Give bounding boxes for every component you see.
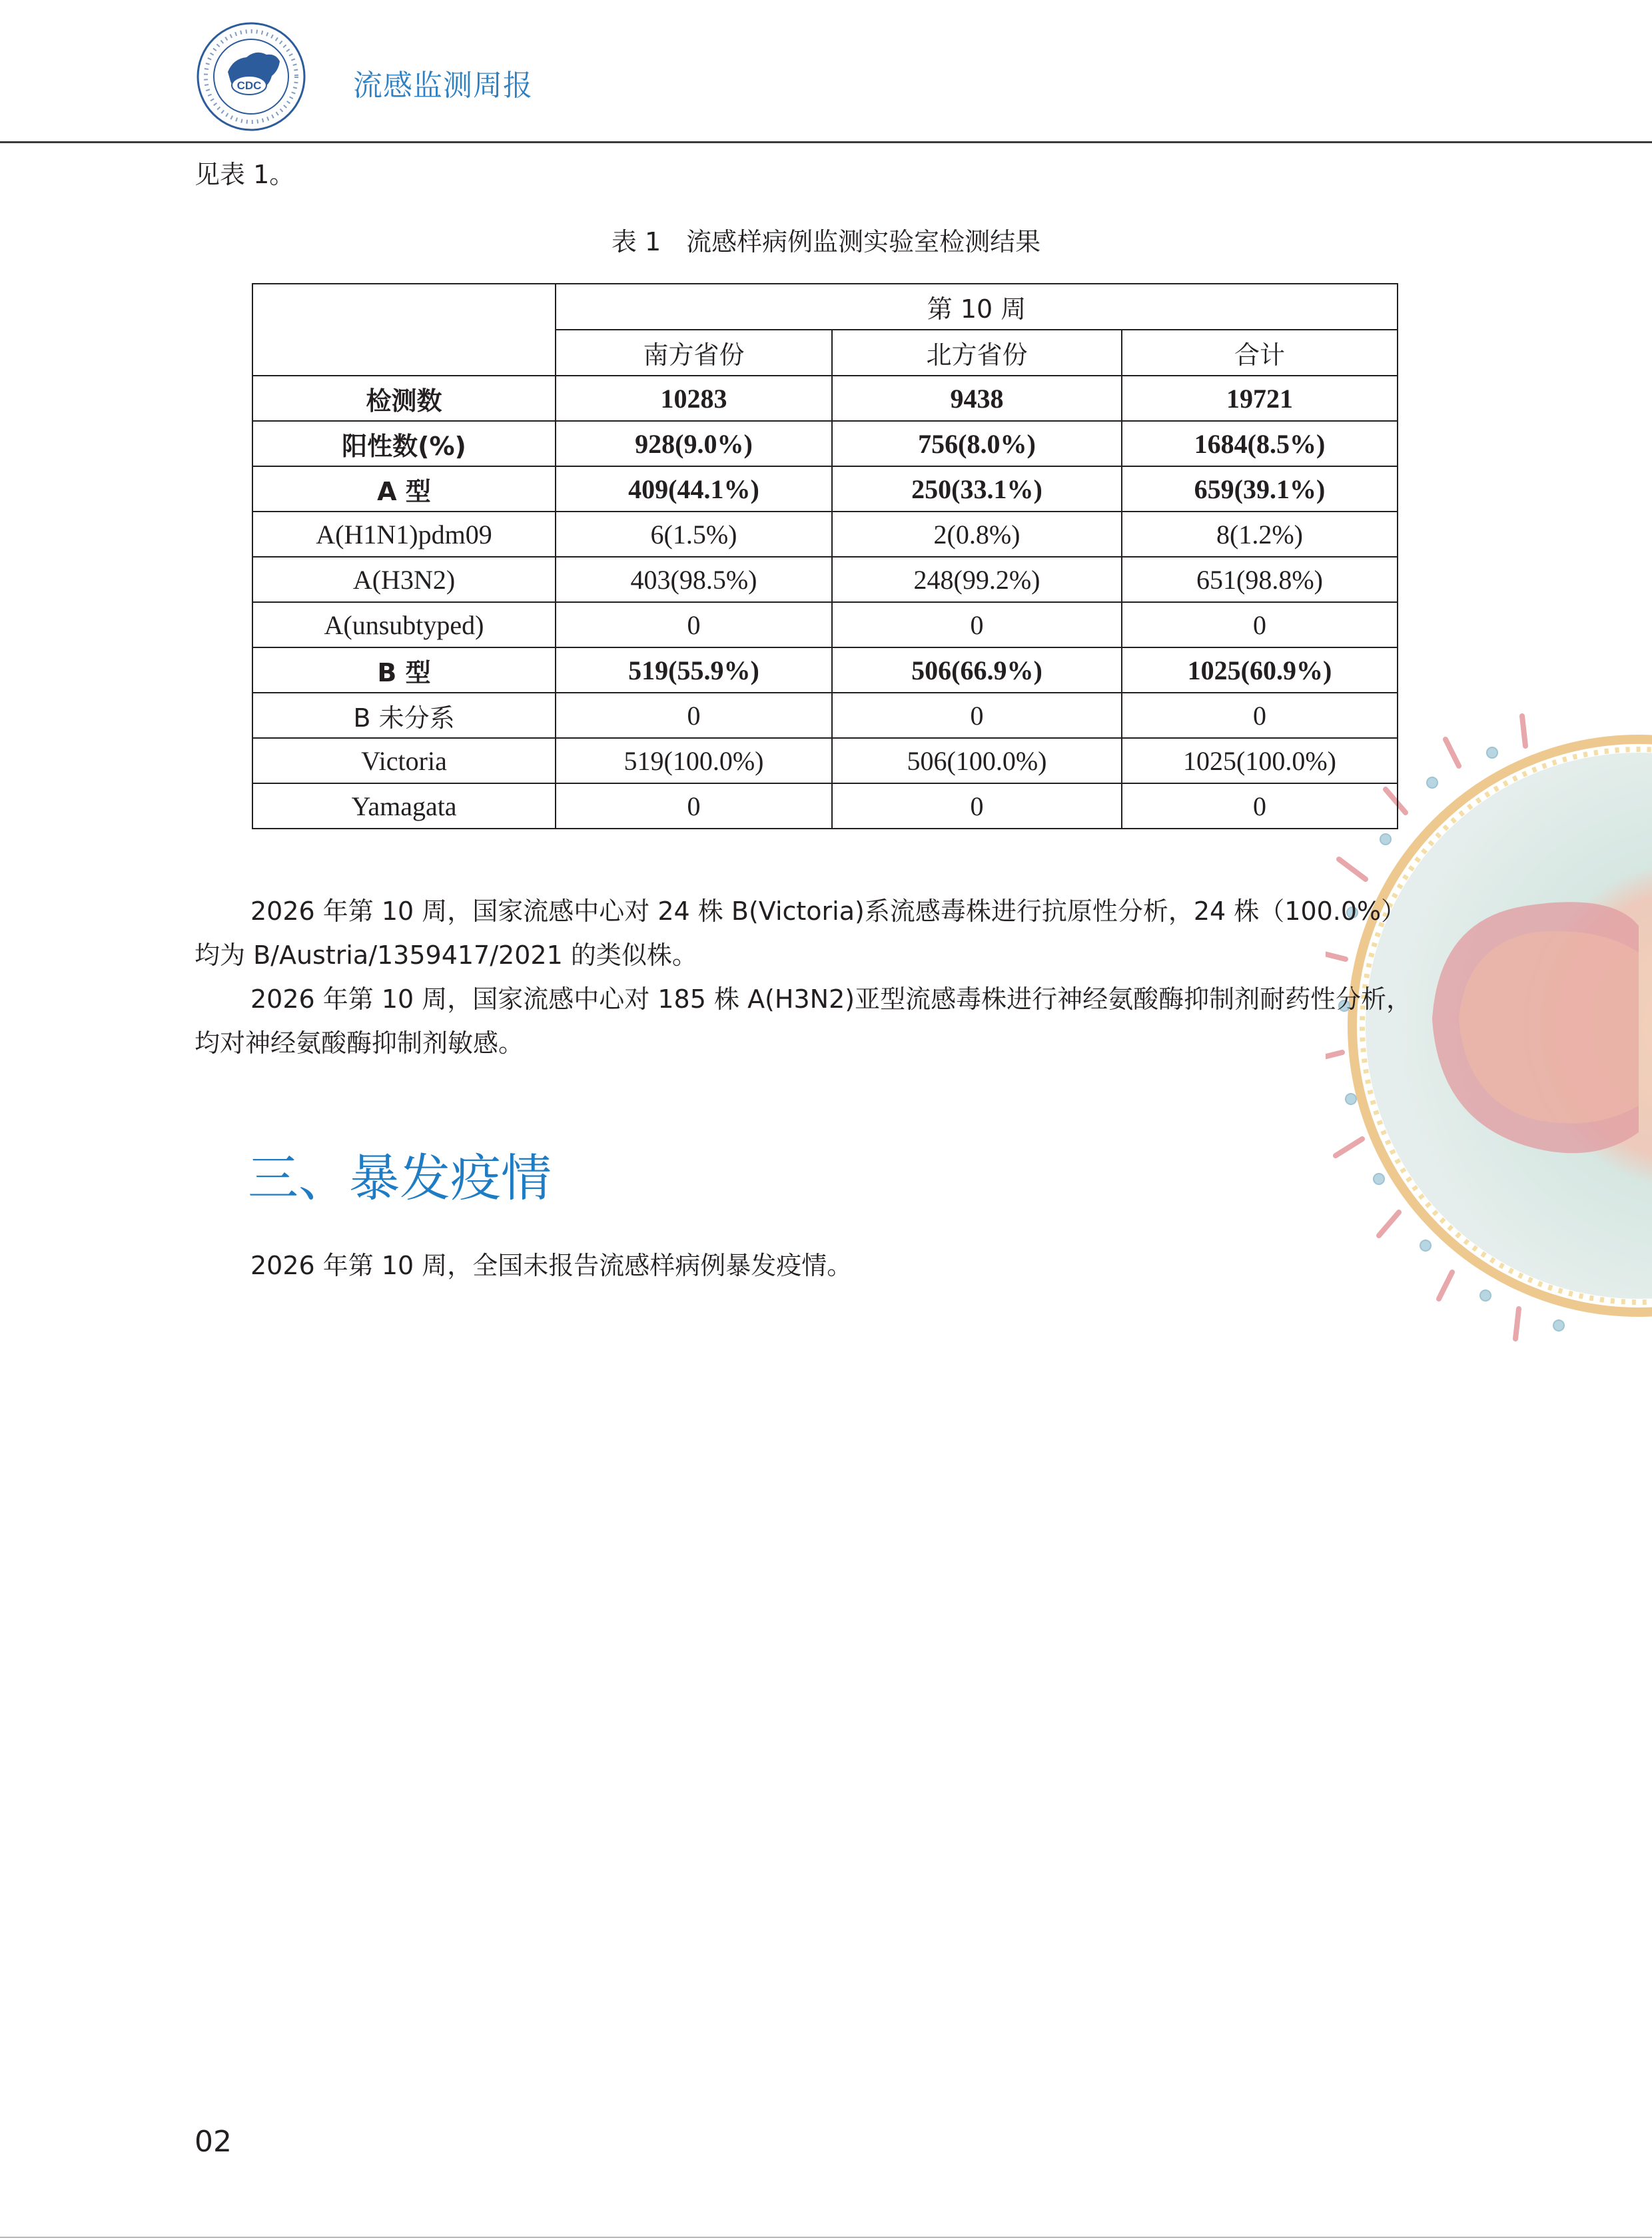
row-label: A(H3N2) xyxy=(252,557,556,602)
row-label: A(unsubtyped) xyxy=(252,602,556,647)
table-cell: 2(0.8%) xyxy=(832,512,1122,557)
table-cell: 250(33.1%) xyxy=(832,466,1122,512)
table-cell: 6(1.5%) xyxy=(556,512,832,557)
table-cell: 519(100.0%) xyxy=(556,738,832,783)
table-cell: 409(44.1%) xyxy=(556,466,832,512)
resistance-analysis-paragraph-cont: 均对神经氨酸酶抑制剂敏感。 xyxy=(195,1028,524,1058)
table-cell: 9438 xyxy=(832,376,1122,421)
table-row xyxy=(252,421,1398,466)
table-cell: 756(8.0%) xyxy=(832,421,1122,466)
table-cell: 1684(8.5%) xyxy=(1122,421,1398,466)
table-caption: 表 1 流感样病例监测实验室检测结果 xyxy=(611,227,1041,256)
table-corner-cell xyxy=(252,284,556,376)
table-cell: 506(66.9%) xyxy=(832,647,1122,693)
column-header: 合计 xyxy=(1122,330,1398,376)
table-cell: 506(100.0%) xyxy=(832,738,1122,783)
column-header: 南方省份 xyxy=(556,330,832,376)
table-row xyxy=(252,693,1398,738)
table-cell: 0 xyxy=(832,783,1122,829)
antigenic-analysis-paragraph-cont: 均为 B/Austria/1359417/2021 的类似株。 xyxy=(195,940,697,970)
cdc-logo xyxy=(195,20,308,133)
table-cell: 10283 xyxy=(556,376,832,421)
table-cell: 403(98.5%) xyxy=(556,557,832,602)
footer-divider xyxy=(0,2237,1652,2238)
table-row xyxy=(252,738,1398,783)
resistance-analysis-paragraph: 2026 年第 10 周，国家流感中心对 185 株 A(H3N2)亚型流感毒株进行神经氨酸酶抑制剂耐药性分析， xyxy=(250,984,1412,1014)
table-cell: 0 xyxy=(1122,693,1398,738)
row-label: 阳性数(%) xyxy=(252,421,556,466)
row-label: A(H1N1)pdm09 xyxy=(252,512,556,557)
table-cell: 0 xyxy=(556,602,832,647)
row-label: A 型 xyxy=(252,466,556,512)
table-row xyxy=(252,376,1398,421)
table-cell: 1025(100.0%) xyxy=(1122,738,1398,783)
row-label: 检测数 xyxy=(252,376,556,421)
table-row xyxy=(252,647,1398,693)
row-label: Victoria xyxy=(252,738,556,783)
table-row xyxy=(252,512,1398,557)
header-divider xyxy=(0,141,1652,143)
row-label: B 型 xyxy=(252,647,556,693)
results-table xyxy=(252,283,1398,829)
row-label: B 未分系 xyxy=(252,693,556,738)
table-cell: 1025(60.9%) xyxy=(1122,647,1398,693)
table-row xyxy=(252,783,1398,829)
table-cell: 0 xyxy=(1122,602,1398,647)
page-number: 02 xyxy=(195,2125,232,2159)
table-cell: 659(39.1%) xyxy=(1122,466,1398,512)
table-cell: 519(55.9%) xyxy=(556,647,832,693)
svg-text:CDC: CDC xyxy=(236,79,262,92)
table-cell: 0 xyxy=(556,783,832,829)
table-cell: 0 xyxy=(832,693,1122,738)
table-cell: 248(99.2%) xyxy=(832,557,1122,602)
antigenic-analysis-paragraph: 2026 年第 10 周，国家流感中心对 24 株 B(Victoria)系流感毒株进行抗原性分析，24 株（100.0%） xyxy=(250,897,1407,926)
table-row xyxy=(252,602,1398,647)
outbreak-paragraph: 2026 年第 10 周，全国未报告流感样病例暴发疫情。 xyxy=(250,1251,853,1280)
table-cell: 8(1.2%) xyxy=(1122,512,1398,557)
table-row xyxy=(252,557,1398,602)
column-header: 北方省份 xyxy=(832,330,1122,376)
report-title: 流感监测周报 xyxy=(353,69,533,103)
intro-text: 见表 1。 xyxy=(195,160,295,189)
row-label: Yamagata xyxy=(252,783,556,829)
table-cell: 928(9.0%) xyxy=(556,421,832,466)
table-cell: 19721 xyxy=(1122,376,1398,421)
section-title: 三、暴发疫情 xyxy=(248,1148,552,1208)
table-cell: 651(98.8%) xyxy=(1122,557,1398,602)
table-cell: 0 xyxy=(556,693,832,738)
table-header-row xyxy=(252,284,1398,330)
table-cell: 0 xyxy=(1122,783,1398,829)
week-header: 第 10 周 xyxy=(556,284,1398,330)
table-cell: 0 xyxy=(832,602,1122,647)
table-row xyxy=(252,466,1398,512)
